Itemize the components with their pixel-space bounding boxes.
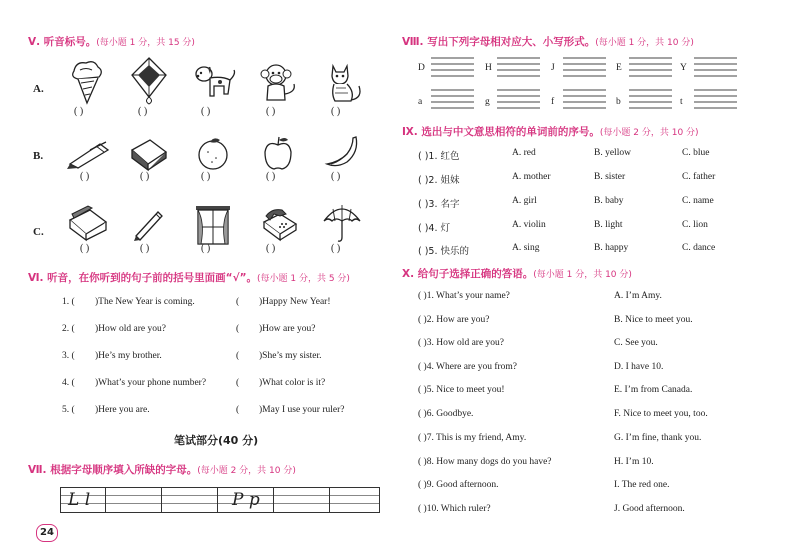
option-c: C. blue (682, 148, 710, 158)
answer-paren[interactable]: ( ) (266, 106, 276, 117)
answer-paren[interactable]: ( ) (266, 243, 276, 254)
option-b: B. yellow (594, 148, 631, 158)
letter-lower: a (418, 97, 423, 107)
given-letter-l: L l (68, 490, 91, 510)
answer-paren[interactable]: ( ) (201, 243, 211, 254)
option-b: B. happy (594, 243, 629, 253)
row-c-label: C. (33, 226, 44, 238)
answer-choice: H. I’m 10. (614, 457, 654, 467)
given-letter-p: P p (232, 490, 260, 510)
option-a: A. mother (512, 172, 551, 182)
option-b: B. baby (594, 196, 624, 206)
item-number: 2. ( (62, 324, 75, 334)
right-option: )She’s my sister. (259, 351, 322, 361)
letter-lower: g (485, 97, 490, 107)
window-icon (193, 203, 233, 247)
row-b-label: B. (33, 150, 44, 162)
answer-paren[interactable]: ( ) (201, 171, 211, 182)
question: ( )3. How old are you? (418, 338, 505, 348)
answer-paren[interactable]: ( ) (138, 106, 148, 117)
answer-choice: A. I’m Amy. (614, 291, 662, 301)
left-option: )How old are you? (95, 324, 166, 334)
answer-paren[interactable]: ( ) (140, 171, 150, 182)
question: ( )4. 灯 (418, 223, 451, 234)
question: ( )5. 快乐的 (418, 246, 470, 257)
answer-paren[interactable]: ( ) (266, 171, 276, 182)
answer-paren[interactable]: ( ) (331, 106, 341, 117)
right-option: )Happy New Year! (259, 297, 331, 307)
question: ( )5. Nice to meet you! (418, 385, 505, 395)
right-paren[interactable]: ( (236, 324, 240, 334)
item-number: 3. ( (62, 351, 75, 361)
section-8-heading: Ⅷ. 写出下列字母相对应大、小写形式。(每小题 1 分，共 10 分) (402, 36, 694, 48)
question: ( )3. 名字 (418, 199, 460, 210)
right-option: )How are you? (259, 324, 316, 334)
page-number: 24 (36, 524, 58, 542)
row-a-label: A. (33, 83, 44, 95)
option-a: A. red (512, 148, 536, 158)
question: ( )8. How many dogs do you have? (418, 457, 552, 467)
option-a: A. sing (512, 243, 540, 253)
question: ( )2. 姐妹 (418, 175, 460, 186)
right-paren[interactable]: ( (236, 297, 240, 307)
question: ( )2. How are you? (418, 315, 490, 325)
answer-paren[interactable]: ( ) (140, 243, 150, 254)
telephone-icon (258, 206, 300, 242)
pencil-icon (130, 206, 166, 242)
question: ( )9. Good afternoon. (418, 480, 499, 490)
written-part-title: 笔试部分(40 分) (174, 434, 259, 447)
right-option: )May I use your ruler? (259, 405, 345, 415)
question: ( )1. What’s your name? (418, 291, 510, 301)
letter-upper: H (485, 63, 492, 73)
section-5-heading: Ⅴ. 听音标号。(每小题 1 分，共 15 分) (28, 36, 195, 48)
left-option: )What’s your phone number? (95, 378, 207, 388)
item-number: 1. ( (62, 297, 75, 307)
letter-upper: J (551, 63, 555, 73)
answer-choice: C. See you. (614, 338, 658, 348)
question: ( )6. Goodbye. (418, 409, 474, 419)
section-7-heading: Ⅶ. 根据字母顺序填入所缺的字母。(每小题 2 分，共 10 分) (28, 464, 296, 476)
answer-paren[interactable]: ( ) (331, 171, 341, 182)
left-option: )He’s my brother. (95, 351, 162, 361)
question: ( )7. This is my friend, Amy. (418, 433, 527, 443)
answer-paren[interactable]: ( ) (201, 106, 211, 117)
section-6-heading: Ⅵ. 听音，在你听到的句子前的括号里面画“√”。(每小题 1 分，共 5 分) (28, 272, 350, 284)
item-number: 5. ( (62, 405, 75, 415)
option-c: C. lion (682, 220, 708, 230)
letter-lower: b (616, 97, 621, 107)
letter-lower: f (551, 97, 555, 107)
answer-choice: B. Nice to meet you. (614, 315, 693, 325)
pencil-box-icon (66, 204, 110, 242)
answer-choice: D. I have 10. (614, 362, 664, 372)
answer-choice: E. I’m from Canada. (614, 385, 693, 395)
right-paren[interactable]: ( (236, 378, 240, 388)
letter-writing-lines[interactable] (0, 0, 800, 120)
answer-paren[interactable]: ( ) (331, 243, 341, 254)
option-b: B. sister (594, 172, 626, 182)
banana-icon (323, 134, 361, 170)
item-number: 4. ( (62, 378, 75, 388)
orange-icon (194, 134, 232, 172)
answer-paren[interactable]: ( ) (80, 171, 90, 182)
option-c: C. father (682, 172, 716, 182)
letter-upper: D (418, 63, 425, 73)
right-paren[interactable]: ( (236, 405, 240, 415)
handwriting-grid[interactable] (60, 487, 380, 513)
answer-paren[interactable]: ( ) (74, 106, 84, 117)
letter-lower: t (680, 97, 683, 107)
answer-choice: J. Good afternoon. (614, 504, 685, 514)
right-paren[interactable]: ( (236, 351, 240, 361)
umbrella-icon (321, 201, 363, 245)
pen-icon (66, 138, 114, 170)
answer-choice: G. I’m fine, thank you. (614, 433, 702, 443)
right-option: )What color is it? (259, 378, 326, 388)
letter-upper: Y (680, 63, 687, 73)
question: ( )1. 红色 (418, 151, 460, 162)
book-icon (128, 136, 170, 172)
letter-upper: E (616, 63, 622, 73)
question: ( )10. Which ruler? (418, 504, 491, 514)
option-c: C. dance (682, 243, 716, 253)
apple-icon (259, 134, 297, 172)
option-c: C. name (682, 196, 714, 206)
answer-choice: I. The red one. (614, 480, 670, 490)
answer-choice: F. Nice to meet you, too. (614, 409, 708, 419)
section-10-heading: Ⅹ. 给句子选择正确的答语。(每小题 1 分，共 10 分) (402, 268, 632, 280)
question: ( )4. Where are you from? (418, 362, 517, 372)
left-option: )Here you are. (95, 405, 150, 415)
answer-paren[interactable]: ( ) (80, 243, 90, 254)
option-b: B. light (594, 220, 623, 230)
option-a: A. girl (512, 196, 537, 206)
left-option: )The New Year is coming. (95, 297, 195, 307)
section-9-heading: Ⅸ. 选出与中文意思相符的单词前的序号。(每小题 2 分，共 10 分) (402, 126, 699, 138)
option-a: A. violin (512, 220, 546, 230)
